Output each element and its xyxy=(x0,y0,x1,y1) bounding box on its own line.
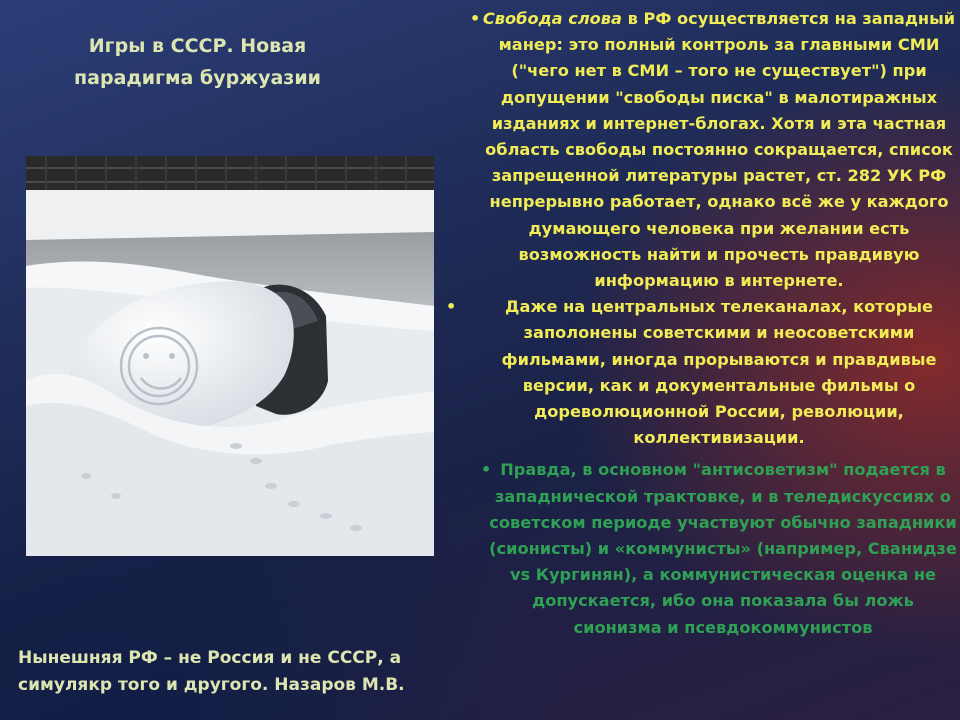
bullet-text: Правда, в основном "антисоветизм" подается в западнической трактовке, и в теледискуссиях о советском периоде участвуют обычно западники (сионисты) и «коммунисты» (например, Сванидзе vs Кургинян), а коммунистическая оценка не допускается, ибо она показала бы ложь сионизма и псевдокоммунистов xyxy=(489,460,957,637)
snow-car-illustration xyxy=(26,156,434,556)
bullet-anti-sovietism xyxy=(481,457,960,640)
bullet-marker: • xyxy=(470,9,481,28)
bullet-marker: • xyxy=(481,460,492,480)
bullet-marker: • xyxy=(446,297,457,317)
slide-title: Игры в СССР. Новая парадигма буржуазии xyxy=(74,35,321,89)
text-column xyxy=(438,6,960,641)
bullet-text: Даже на центральных телеканалах, которые заполонены советскими и неосоветскими фильмами, иногда прорываются и правдивые версии, как и документальные фильмы о дореволюционной России, революции, коллективизации. xyxy=(501,297,937,448)
bullet-central-tv xyxy=(446,294,960,451)
slide-caption: Нынешняя РФ – не Россия и не СССР, а симулякр того и другого. Назаров М.В. xyxy=(18,648,405,695)
bullet-lead-text: Свобода слова xyxy=(482,9,622,28)
bullet-text: в РФ осуществляется на западный манер: это полный контроль за главными СМИ ("чего нет в СМИ – того не существует") при допущении "свободы писка" в малотиражных изданиях и интернет-блогах. Хотя и эта частная область свободы постоянно сокращается, список запрещенной литературы растет, ст. 282 УК РФ непрерывно работает, однако всё же у каждого думающего человека при желании есть возможность найти и прочесть правдивую информацию в интернете. xyxy=(485,9,956,291)
bullet-freedom-of-speech xyxy=(470,6,960,294)
snow-covered-car-photo xyxy=(26,156,434,556)
